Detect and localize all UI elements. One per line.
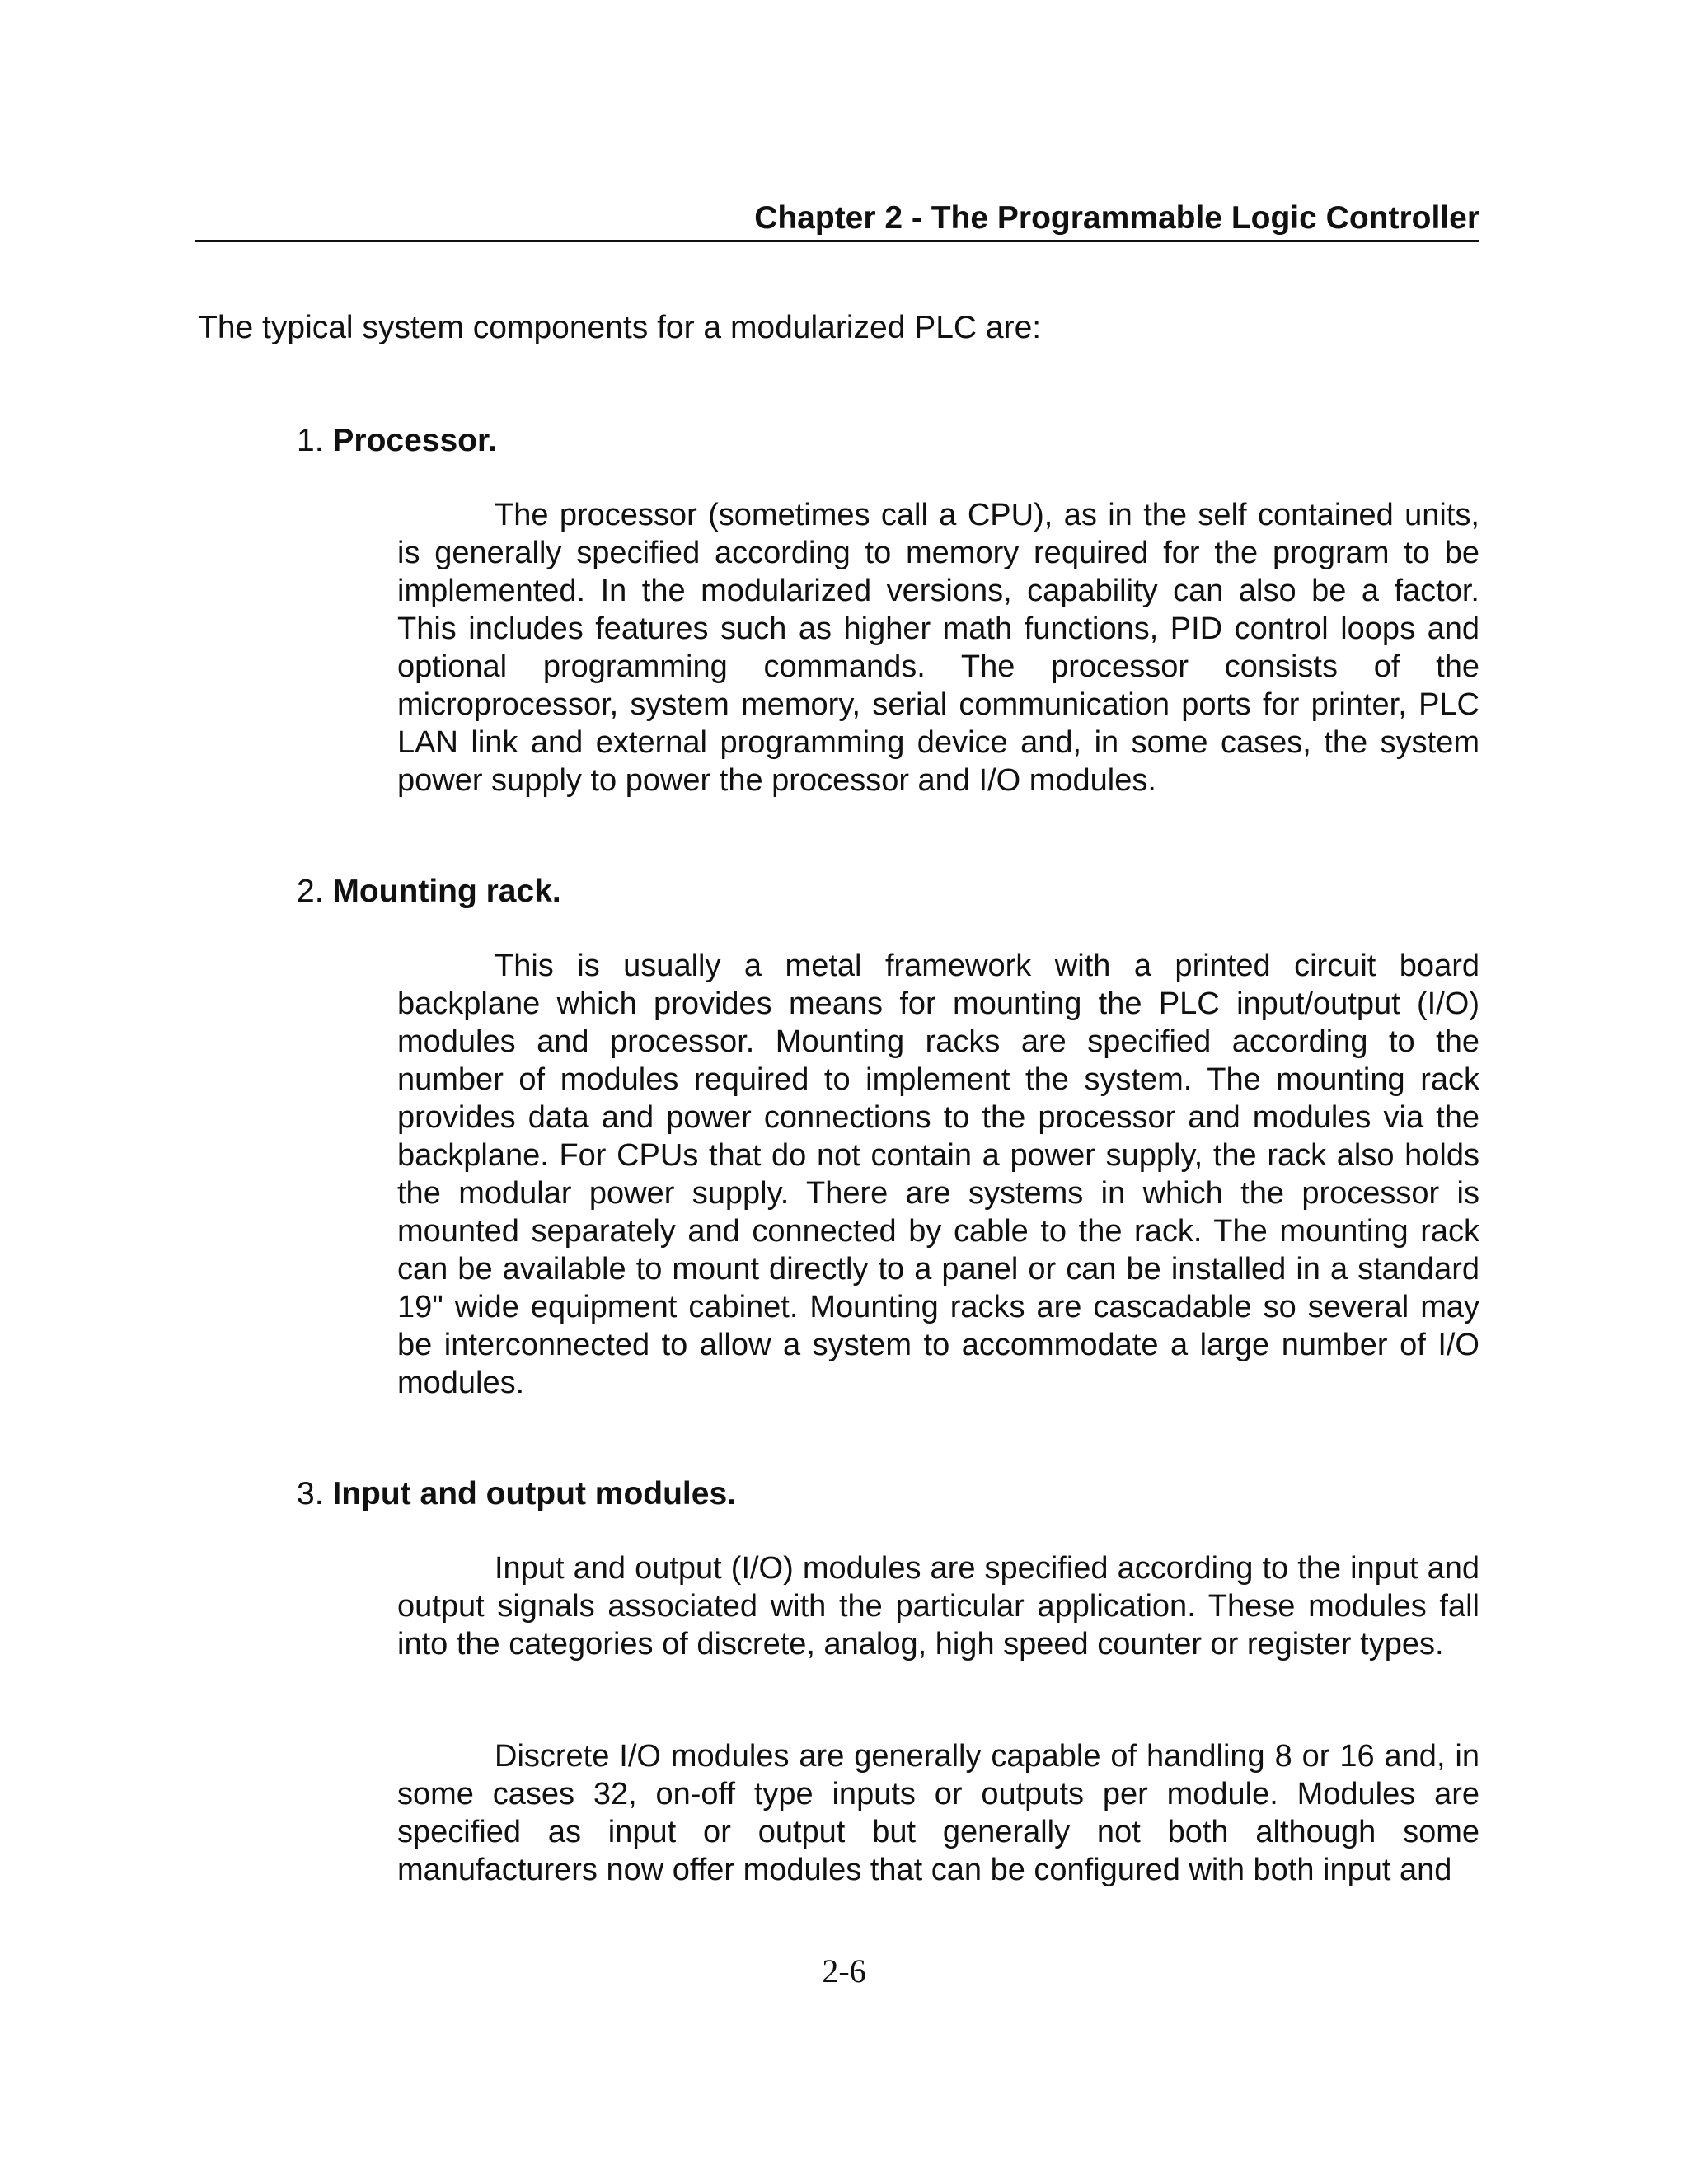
mounting-rack-paragraph: This is usually a metal framework with a printed circuit board backplane which provides means for mounting the PLC input/output (I/O) modules and processor. Mounting racks are specified according to the number of modules required to implement the system. The mounting rack provides data and power connections to the processor and modules via the backplane. For CPUs that do not contain a power supply, the rack also holds the modular power supply. There are systems in which the processor is mounted separately and connected by cable to the rack. The mounting rack can be available to mount directly to a panel or can be installed in a standard 19" wide equipment cabinet. Mounting racks are cascadable so several may be interconnected to allow a system to accommodate a large number of I/O modules.: [397, 949, 1479, 1400]
processor-paragraph: The processor (sometimes call a CPU), as in the self contained units, is generally specified according to memory required for the program to be implemented. In the modularized versions, capability can also be a factor. This includes features such as higher math functions, PID control loops and optional programming commands. The processor consists of the microprocessor, system memory, serial communication ports for printer, PLC LAN link and external programming device and, in some cases, the system power supply to power the processor and I/O modules.: [397, 498, 1479, 798]
item-number: 1.: [297, 423, 324, 458]
item-number: 2.: [297, 874, 324, 909]
intro-text: The typical system components for a modularized PLC are:: [198, 310, 1042, 345]
chapter-header: Chapter 2 - The Programmable Logic Controller: [754, 200, 1479, 236]
item-heading-io-modules: [297, 1474, 1451, 1514]
io-modules-paragraph-1: Input and output (I/O) modules are specified according to the input and output signals associated with the particular application. These modules fall into the categories of discrete, analog, high speed counter or register types.: [397, 1551, 1479, 1661]
item-heading-processor: [297, 421, 1451, 461]
item-title: Processor.: [332, 423, 497, 458]
item-title: Mounting rack.: [332, 874, 561, 909]
io-modules-paragraph-2: Discrete I/O modules are generally capable of handling 8 or 16 and, in some cases 32, on-off type inputs or outputs per module. Modules are specified as input or output but generally not both although some manufacturers now offer modules that can be configured with both input and: [397, 1739, 1479, 1887]
item-title: Input and output modules.: [332, 1476, 736, 1511]
header-rule: [195, 240, 1479, 242]
item-number: 3.: [297, 1476, 324, 1511]
page-number: 2-6: [822, 1952, 866, 1990]
item-heading-mounting-rack: [297, 872, 1451, 912]
